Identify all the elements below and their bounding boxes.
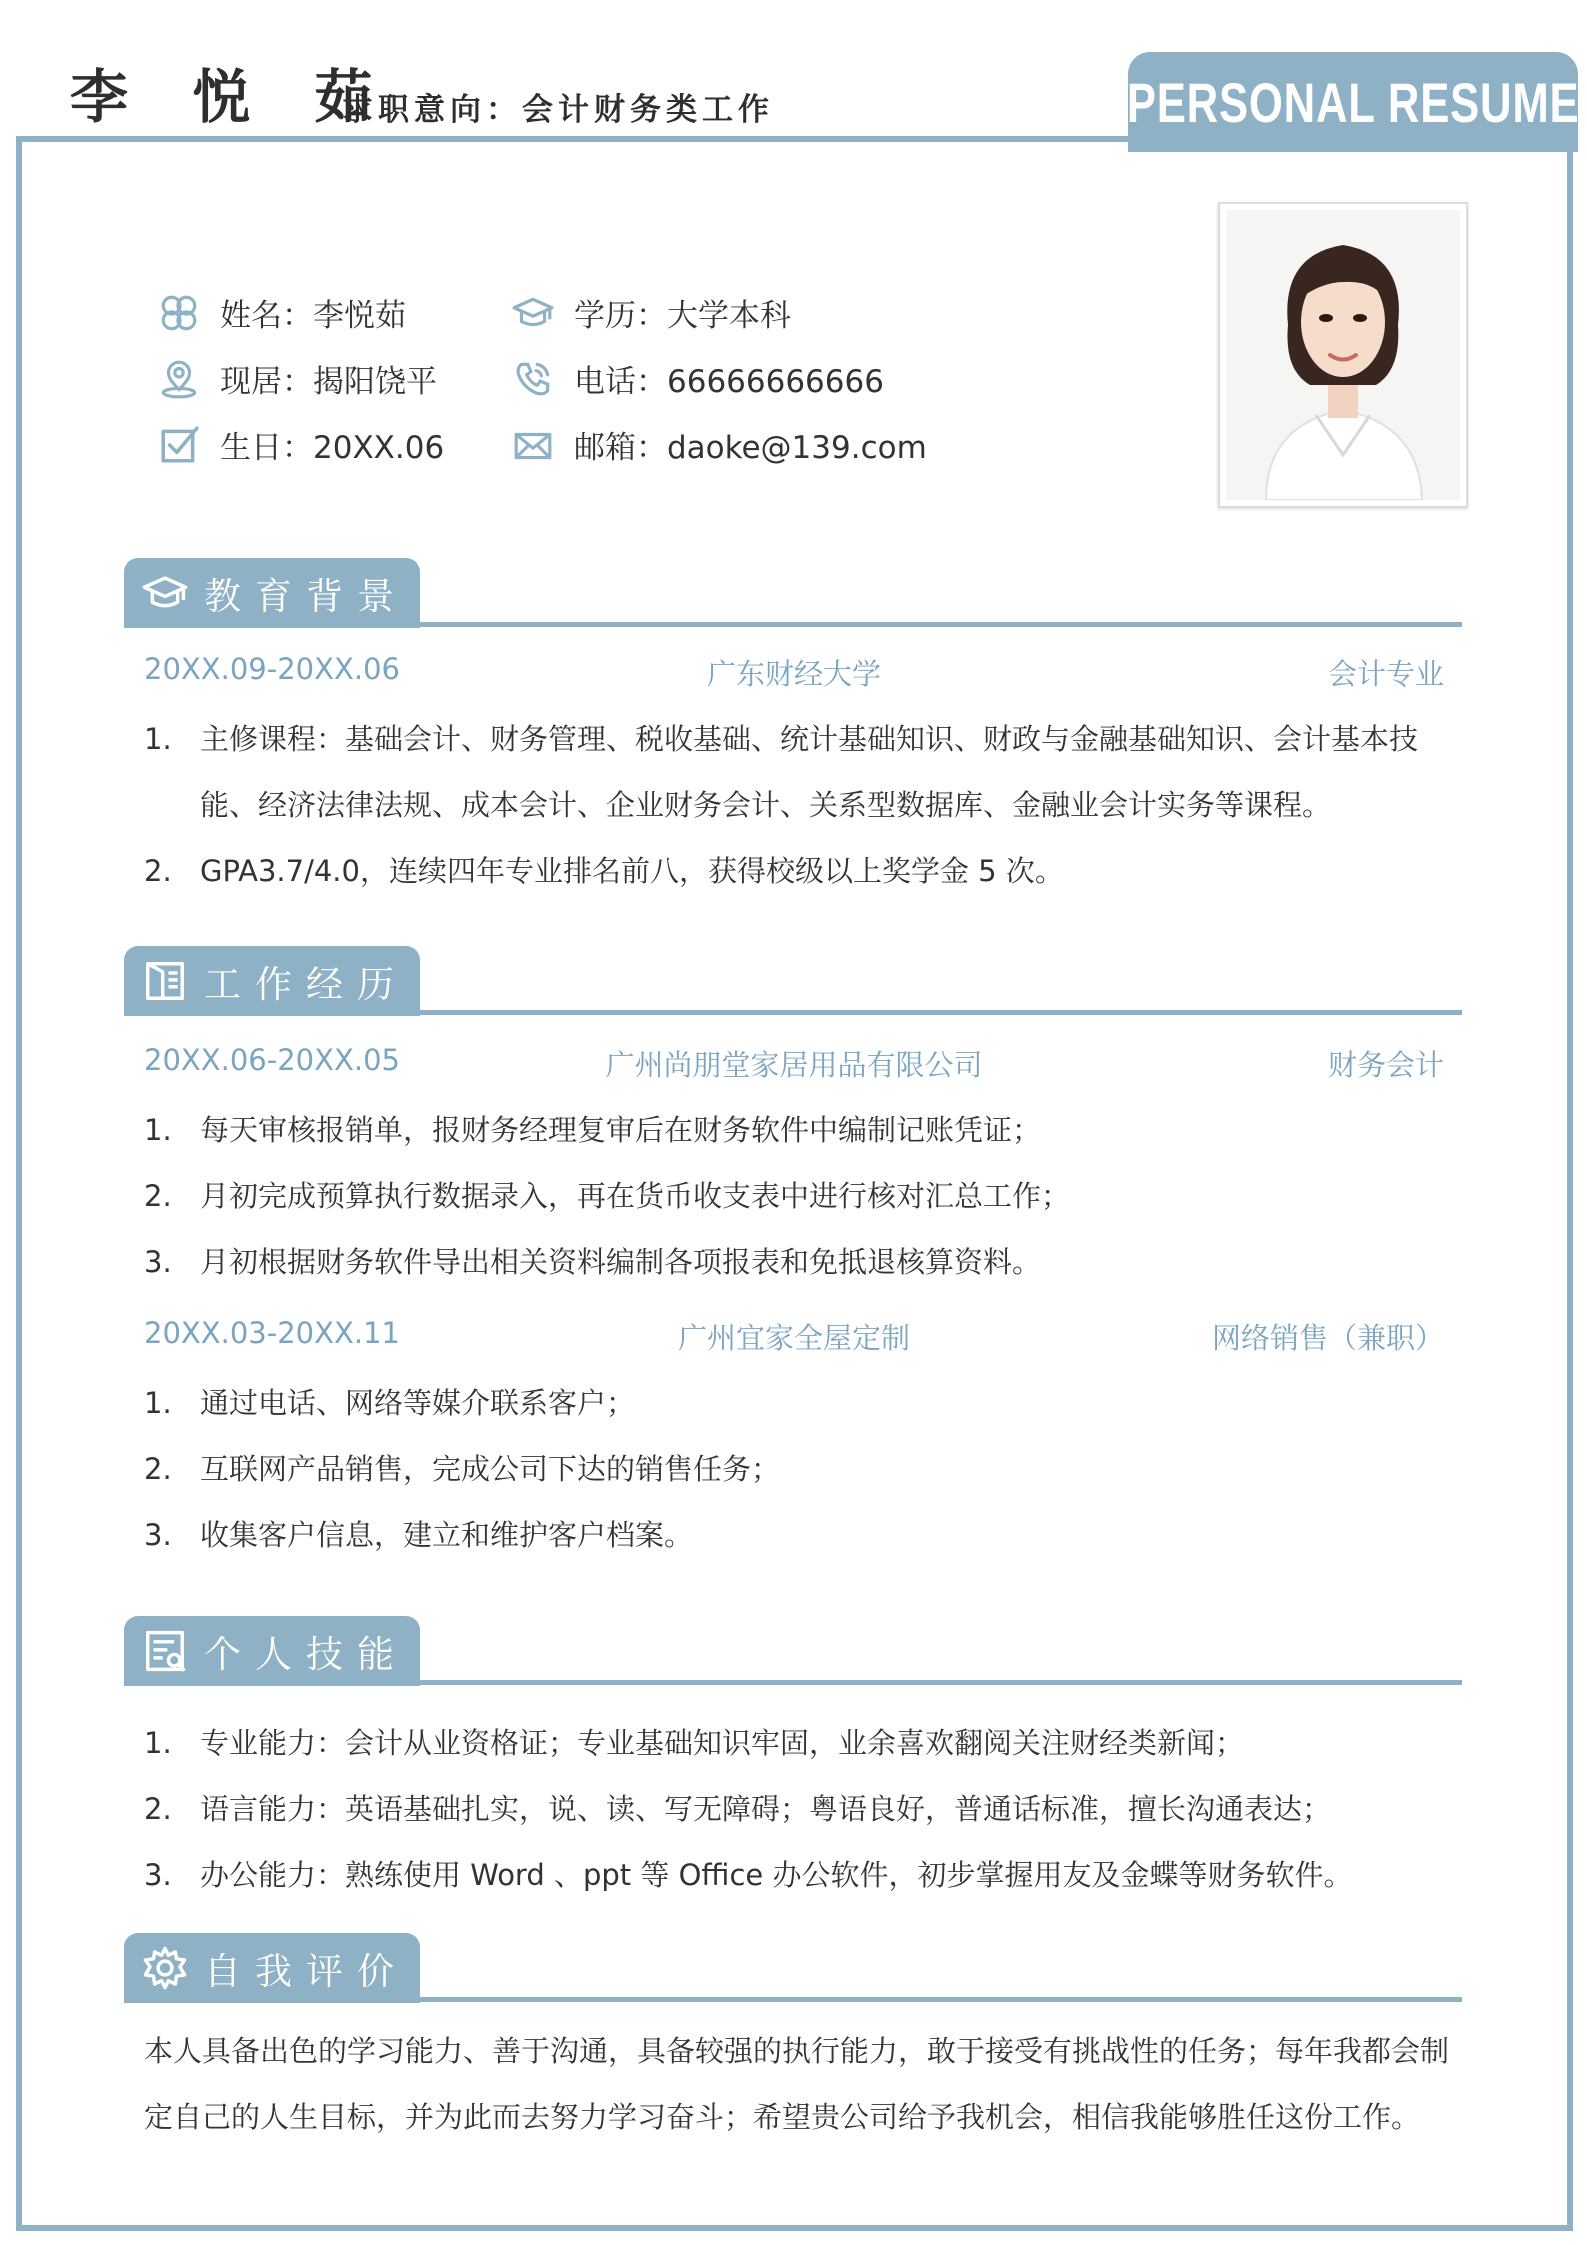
- info-phone: [512, 356, 884, 401]
- list-item: 1. 专业能力：会计从业资格证；专业基础知识牢固，业余喜欢翻阅关注财经类新闻；: [144, 1726, 1245, 1760]
- skills-chart-icon: [142, 1628, 188, 1674]
- graduation-cap-icon: [142, 570, 188, 616]
- work-1-list: [144, 1097, 1454, 1295]
- list-item: 3. 收集客户信息，建立和维护客户档案。: [144, 1518, 694, 1552]
- list-item: 1. 主修课程：基础会计、财务管理、税收基础、统计基础知识、财政与金融基础知识、会计基本技能、经济法律法规、成本会计、企业财务会计、关系型数据库、金融业会计实务等课程。: [144, 722, 1419, 822]
- graduation-cap-icon: [512, 292, 554, 334]
- section-education-title: 教育背景: [204, 575, 408, 618]
- info-name-text: 姓名：李悦茹: [220, 298, 406, 334]
- education-date: 20XX.09-20XX.06: [144, 652, 400, 686]
- list-item: 1. 通过电话、网络等媒介联系客户；: [144, 1386, 636, 1420]
- work-1-role: 财务会计: [1327, 1048, 1444, 1082]
- work-1-date: 20XX.06-20XX.05: [144, 1043, 400, 1077]
- section-skills-title: 个人技能: [204, 1633, 408, 1676]
- location-pin-icon: [158, 358, 200, 400]
- checkbox-icon: [158, 424, 200, 466]
- info-education-text: 学历：大学本科: [574, 298, 791, 334]
- section-eval-header: [124, 1933, 1462, 2003]
- section-eval-title: 自我评价: [204, 1950, 408, 1993]
- list-item: 2. GPA3.7/4.0，连续四年专业排名前八，获得校级以上奖学金 5 次。: [144, 854, 1064, 888]
- info-birthday-text: 生日：20XX.06: [220, 430, 445, 466]
- work-period-2: [144, 1316, 1444, 1356]
- list-item: 3. 月初根据财务软件导出相关资料编制各项报表和免抵退核算资料。: [144, 1245, 1042, 1279]
- book-icon: [142, 958, 188, 1004]
- resume-name: 李 悦 茹: [70, 63, 395, 131]
- education-school: 广东财经大学: [706, 657, 881, 691]
- work-1-company: 广州尚朋堂家居用品有限公司: [605, 1048, 983, 1082]
- section-skills-tab: [124, 1616, 420, 1686]
- list-item: 2. 互联网产品销售，完成公司下达的销售任务；: [144, 1452, 781, 1486]
- job-target: 求职意向：会计财务类工作: [342, 92, 774, 128]
- profile-photo-image: [1226, 210, 1460, 500]
- info-phone-text: 电话：66666666666: [574, 364, 884, 400]
- section-education-header: [124, 558, 1462, 628]
- info-birthday: [158, 422, 444, 467]
- section-divider: [124, 1997, 1462, 2002]
- section-skills-header: [124, 1616, 1462, 1686]
- info-residence-text: 现居：揭阳饶平: [220, 364, 437, 400]
- section-work-title: 工作经历: [204, 963, 408, 1006]
- section-divider: [124, 1680, 1462, 1685]
- info-email: [512, 422, 927, 467]
- list-item: 2. 月初完成预算执行数据录入，再在货币收支表中进行核对汇总工作；: [144, 1179, 1071, 1213]
- info-name: [158, 290, 406, 335]
- list-item: 2. 语言能力：英语基础扎实，说、读、写无障碍；粤语良好，普通话标准，擅长沟通表达；: [144, 1792, 1332, 1826]
- section-education-tab: [124, 558, 420, 628]
- education-period: [144, 652, 1444, 692]
- work-2-role: 网络销售（兼职）: [1211, 1321, 1444, 1355]
- profile-photo: [1218, 202, 1468, 508]
- work-2-date: 20XX.03-20XX.11: [144, 1316, 400, 1350]
- phone-icon: [512, 358, 554, 400]
- list-item: 1. 每天审核报销单，报财务经理复审后在财务软件中编制记账凭证；: [144, 1113, 1042, 1147]
- work-2-company: 广州宜家全屋定制: [677, 1321, 910, 1355]
- section-work-tab: [124, 946, 420, 1016]
- work-2-list: [144, 1370, 1454, 1568]
- education-major: 会计专业: [1327, 657, 1444, 691]
- info-email-text: 邮箱：daoke@139.com: [574, 430, 927, 466]
- section-divider: [124, 622, 1462, 627]
- self-eval-text: 本人具备出色的学习能力、善于沟通，具备较强的执行能力，敢于接受有挑战性的任务；每年我都会制定自己的人生目标，并为此而去努力学习奋斗；希望贵公司给予我机会，相信我能够胜任这份工作。: [144, 2034, 1450, 2134]
- personal-resume-label: PERSONAL RESUME: [1126, 70, 1580, 134]
- section-divider: [124, 1010, 1462, 1015]
- gear-icon: [142, 1945, 188, 1991]
- education-list: [144, 706, 1454, 904]
- section-eval-tab: [124, 1933, 420, 2003]
- clover-icon: [158, 292, 200, 334]
- info-education: [512, 290, 791, 335]
- section-work-header: [124, 946, 1462, 1016]
- info-residence: [158, 356, 437, 401]
- envelope-icon: [512, 424, 554, 466]
- list-item: 3. 办公能力：熟练使用 Word 、ppt 等 Office 办公软件，初步掌握用友及金蝶等财务软件。: [144, 1858, 1353, 1892]
- work-period-1: [144, 1043, 1444, 1083]
- skills-list: [144, 1710, 1454, 1908]
